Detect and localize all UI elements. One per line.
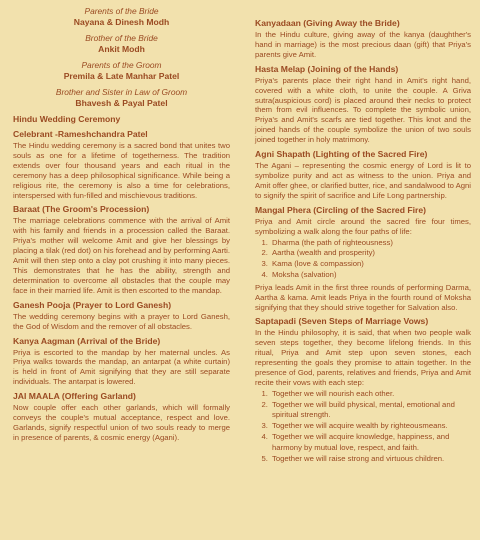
parents-of-groom-names: Premila & Late Manhar Patel [63, 71, 180, 81]
family-block [13, 6, 230, 109]
ganesh-pooja-heading: Ganesh Pooja (Prayer to Lord Ganesh) [13, 299, 172, 310]
baraat-heading: Baraat (The Groom's Procession) [13, 204, 150, 215]
kanyadaan-text: In the Hindu culture, giving away of the kanya (daughther's hand in marriage) is the most precious daan (gift) that Priya's parents give Amit. [255, 30, 471, 59]
list-item: 3. Together we will acquire wealth by righteousmeans. [270, 421, 471, 432]
sibling-in-law-names: Bhavesh & Payal Patel [75, 98, 168, 108]
list-item: 3. Kama (love & compassion) [270, 259, 471, 270]
brother-of-bride-name: Ankit Modh [98, 44, 145, 54]
list-item: 4. Moksha (salvation) [270, 270, 471, 281]
list-item: 2. Aartha (wealth and prosperity) [270, 248, 471, 259]
left-column [13, 0, 230, 443]
hasta-melap-heading: Hasta Melap (Joining of the Hands) [255, 63, 399, 74]
vows-list [255, 389, 471, 465]
list-item: 2. Together we will build physical, mental, emotional and spiritual strength. [270, 400, 471, 422]
sibling-in-law-label: Brother and Sister in Law of Groom [55, 87, 188, 97]
hasta-melap-text: Priya's parents place their right hand in Amit's right hand, covered with a white cloth, to unite the couple. A Griva sutra(auspicious cord) is placed around their necks to protect them from evil influences. To complete the symbolic union, Priya's and Amit's scarfs are tied together. This knot and the joined hands of the couple symbolize the union of two souls joined together in holy matrimony. [255, 75, 471, 145]
mangal-phera-text: Priya and Amit circle around the sacred fire four times, symbolizing a walk along the four paths of life: [255, 216, 471, 236]
kanyadaan-heading: Kanyadaan (Giving Away the Bride) [255, 18, 400, 28]
saptapadi-text: In the Hindu philosophy, it is said, that when two people walk seven steps together, they become lifelong friends. In this ritual, Priya and Amit step upon seven stones, each representing the goals they promise to attain together. In the presence of God, parents, relatives and friends, Priya and Amit recite their vows with each step: [255, 328, 471, 387]
list-item: 4. Together we will acquire knowledge, happiness, and harmony by mutual love, respect, and faith. [270, 432, 471, 454]
ceremony-text: The Hindu wedding ceremony is a sacred bond that unites two souls as one for a lifetime of togetherness. The tradition extends over four thousand years and each ritual in the ceremony has a deep philosophical significance. While being a religious rite, the ceremony is also a time for celebrations, interspersed with fun-filled and mischievous traditions. [13, 141, 230, 200]
agni-shapath-heading: Agni Shapath (Lighting of the Sacred Fire) [255, 149, 428, 160]
jai-maala-text: Now couple offer each other garlands, which will formally conveys the couple's mutual acceptance, respect and love. Garlands, signify respectful union of two souls ready to merge in presence of parents, & cosmic energy (Agani). [13, 403, 230, 442]
celebrant-heading: Celebrant -Rameshchandra Patel [13, 129, 148, 139]
saptapadi-heading: Saptapadi (Seven Steps of Marriage Vows) [255, 316, 429, 327]
right-column [255, 0, 471, 466]
list-item: 1. Together we will nourish each other. [270, 389, 471, 400]
list-item: 5. Together we will raise strong and virtuous children. [270, 454, 471, 465]
agni-shapath-text: The Agani – representing the cosmic energy of Lord is lit to symbolize purity and act as witness to the union. Priya and Amit offer ghee, or clarified butter, rice, and sandalwood to Agni to signify the spirit of sacrifice and Life Long partnership. [255, 161, 471, 200]
parents-of-bride-label: Parents of the Bride [84, 6, 159, 16]
ceremony-heading: Hindu Wedding Ceremony [13, 114, 121, 124]
ganesh-pooja-text: The wedding ceremony begins with a prayer to Lord Ganesh, the God of Wisdom and the remover of all obstacles. [13, 311, 230, 331]
four-paths-list [255, 238, 471, 281]
mangal-phera-text-2: Priya leads Amit in the first three rounds of performing Darma, Aartha & kama. Amit leads Priya in the fourth round of Moksha signifying that they should strive together for Salvation also. [255, 282, 471, 312]
baraat-text: The marriage celebrations commence with the arrival of Amit with his family and friends in a procession called the Baraat. Priya's mother will welcome Amit and give her blessings by placing a tilak (red dot) on his forehead and by performing Aarti. Amit will then step onto a clay pot crushing it into many pieces. This demonstrates that he has the ability, strength and determination to overcome all obstacles that the couple may face in their married life. Amit is then escorted to the mandap. [13, 216, 230, 295]
jai-maala-heading: JAI MAALA (Offering Garland) [13, 391, 136, 402]
parents-of-bride-names: Nayana & Dinesh Modh [73, 17, 170, 27]
brother-of-bride-label: Brother of the Bride [85, 33, 158, 43]
list-item: 1. Dharma (the path of righteousness) [270, 238, 471, 249]
kanya-aagman-text: Priya is escorted to the mandap by her maternal uncles. As Priya walks towards the mandap, an antarpat (a white curtain) is held in front of Amit signifying that they are still separate individuals. The antarpat is lowered. [13, 347, 230, 387]
parents-of-groom-label: Parents of the Groom [81, 60, 162, 70]
kanya-aagman-heading: Kanya Aagman (Arrival of the Bride) [13, 335, 161, 346]
mangal-phera-heading: Mangal Phera (Circling of the Sacred Fire) [255, 204, 426, 215]
